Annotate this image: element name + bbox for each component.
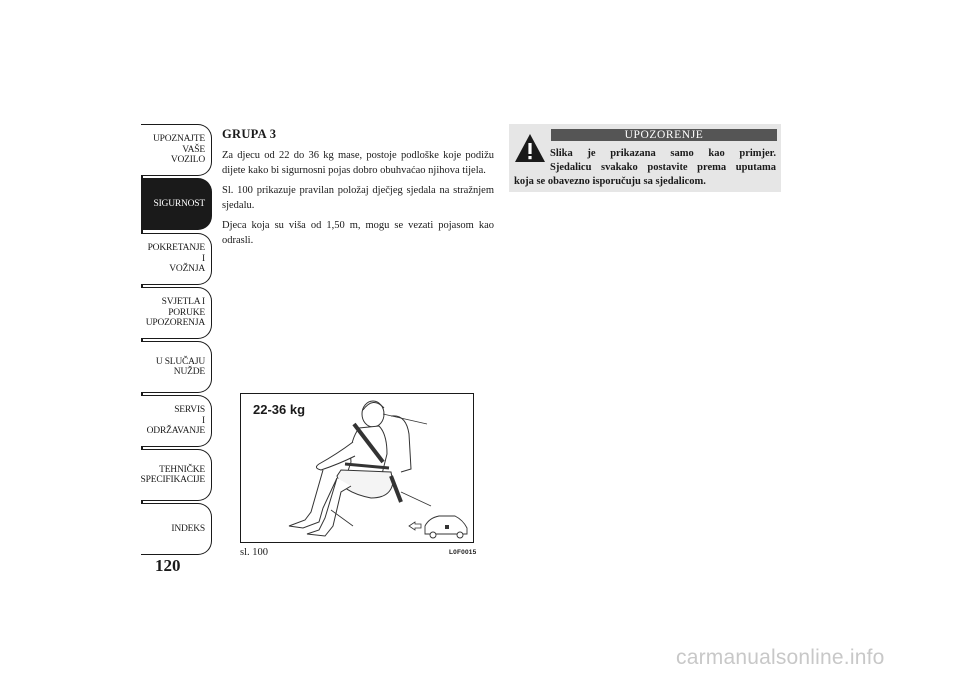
tab-servis-i-odrzavanje[interactable]: SERVIS I ODRŽAVANJE bbox=[141, 395, 212, 447]
paragraph-3: Djeca koja su viša od 1,50 m, mogu se vezati pojasom kao odrasli. bbox=[222, 220, 494, 246]
tab-sigurnost[interactable]: SIGURNOST bbox=[141, 178, 212, 230]
tab-u-slucaju-nuzde[interactable]: U SLUČAJU NUŽDE bbox=[141, 341, 212, 393]
paragraph-1: Za djecu od 22 do 36 kg mase, postoje podloške koje podižu dijete kako bi sigurnosni pojas dobro obuhvaćao njihova tijela. bbox=[222, 150, 494, 176]
tab-upoznajte-vase-vozilo[interactable]: UPOZNAJTE VAŠE VOZILO bbox=[141, 124, 212, 176]
tab-indeks[interactable]: INDEKS bbox=[141, 503, 212, 555]
watermark: carmanualsonline.info bbox=[676, 646, 885, 669]
tab-pokretanje-i-voznja[interactable]: POKRETANJE I VOŽNJA bbox=[141, 233, 212, 285]
warning-text bbox=[514, 147, 776, 189]
section-heading: GRUPA 3 bbox=[222, 127, 277, 141]
tab-tehnicke-specifikacije[interactable]: TEHNIČKE SPECIFIKACIJE bbox=[141, 449, 212, 501]
paragraph-2: Sl. 100 prikazuje pravilan položaj dječjeg sjedala na stražnjem sjedalu. bbox=[222, 185, 494, 211]
main-content bbox=[222, 127, 494, 253]
warning-line-2: Sjedalicu svakako postavite prema uputama bbox=[550, 162, 776, 173]
page-number: 120 bbox=[155, 556, 181, 575]
figure-child-booster-seat bbox=[240, 393, 474, 543]
weight-label: 22-36 kg bbox=[253, 402, 306, 417]
tab-svjetla-i-poruke-upozorenja[interactable]: SVJETLA I PORUKE UPOZORENJA bbox=[141, 287, 212, 339]
warning-title: UPOZORENJE bbox=[551, 129, 777, 141]
figure-code: L0F0015 bbox=[449, 549, 477, 556]
child-booster-illustration bbox=[241, 394, 473, 542]
figure-caption: sl. 100 bbox=[240, 547, 269, 558]
warning-line-1: Slika je prikazana samo kao primjer. bbox=[550, 148, 776, 159]
warning-line-3: koja se obavezno isporučuju sa sjedalicom. bbox=[514, 176, 706, 187]
